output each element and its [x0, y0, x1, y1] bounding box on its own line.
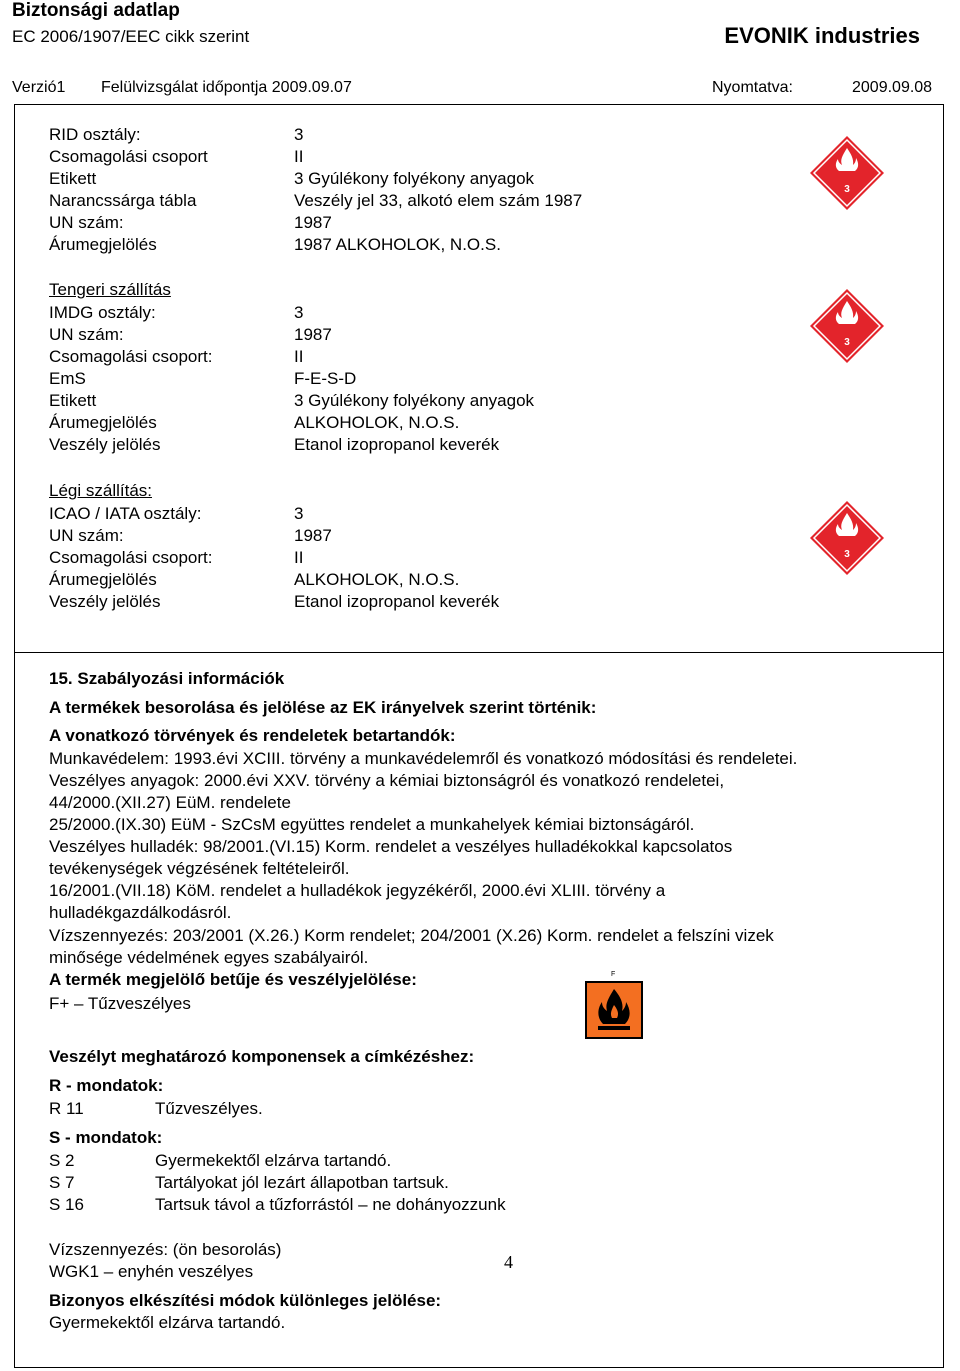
page-number: 4 [504, 1252, 513, 1272]
regulation-line: Veszélyes anyagok: 2000.évi XXV. törvény a kémiai biztonságról és vonatkozó rendeletei, [49, 771, 725, 790]
r-phrase-row: R 11 Tűzveszélyes. [49, 1099, 263, 1118]
s-phrase-row: S 2 Gyermekektől elzárva tartandó. [49, 1151, 392, 1170]
regulation-line: 16/2001.(VII.18) KöM. rendelet a hulladékok jegyzékéről, 2000.évi XLIII. törvény a [49, 881, 666, 900]
sea-row: EmS F-E-S-D [49, 369, 357, 388]
flammable-liquid-placard-icon [809, 135, 885, 211]
regulation-line: 25/2000.(IX.30) EüM - SzCsM együttes rendelet a munkahelyek kémiai biztonságáról. [49, 815, 695, 834]
air-row: UN szám: 1987 [49, 526, 332, 545]
regulation-reference: EC 2006/1907/EEC cikk szerint [12, 27, 250, 46]
sea-heading: Tengeri szállítás [49, 280, 171, 299]
air-row: ICAO / IATA osztály: 3 [49, 504, 304, 523]
sea-row: Veszély jelölés Etanol izopropanol keverék [49, 435, 500, 454]
regulation-line: hulladékgazdálkodásról. [49, 903, 232, 922]
svg-text:3: 3 [844, 184, 850, 195]
regulations-heading: A vonatkozó törvények és rendeletek betartandók: [49, 726, 456, 745]
rid-row: Csomagolási csoport II [49, 147, 304, 166]
marking-value: F+ – Tűzveszélyes [49, 994, 191, 1013]
flammable-symbol-icon: F [585, 971, 645, 1039]
marking-heading: A termék megjelölő betűje és veszélyjelölése: [49, 970, 417, 989]
air-heading: Légi szállítás: [49, 481, 152, 500]
air-row: Veszély jelölés Etanol izopropanol keverék [49, 592, 500, 611]
svg-text:3: 3 [844, 549, 850, 560]
rid-row: Narancssárga tábla Veszély jel 33, alkotó elem szám 1987 [49, 191, 583, 210]
flammable-liquid-placard-icon [809, 500, 885, 576]
rid-row: RID osztály: 3 [49, 125, 304, 144]
regulation-line: 44/2000.(XII.27) EüM. rendelete [49, 793, 291, 812]
s-phrase-row: S 7 Tartályokat jól lezárt állapotban tartsuk. [49, 1173, 449, 1192]
rid-row: UN szám: 1987 [49, 213, 332, 232]
sea-row: IMDG osztály: 3 [49, 303, 304, 322]
air-row: Csomagolási csoport: II [49, 548, 304, 567]
s-phrases-heading: S - mondatok: [49, 1128, 163, 1147]
water-hazard-line: Vízszennyezés: (ön besorolás) [49, 1240, 282, 1259]
sea-row: UN szám: 1987 [49, 325, 332, 344]
regulation-line: Veszélyes hulladék: 98/2001.(VI.15) Korm. rendelet a veszélyes hulladékokkal kapcsolatos [49, 837, 733, 856]
rid-row: Árumegjelölés 1987 ALKOHOLOK, N.O.S. [49, 235, 501, 254]
revision-date: Felülvizsgálat időpontja 2009.09.07 [101, 79, 352, 96]
print-label: Nyomtatva: [712, 79, 793, 96]
section-15-title: 15. Szabályozási információk [49, 669, 285, 688]
sea-row: Árumegjelölés ALKOHOLOK, N.O.S. [49, 413, 460, 432]
flammable-liquid-placard-icon [809, 288, 885, 364]
regulation-line: tevékenységek végzésének feltételeiről. [49, 859, 350, 878]
content-frame [14, 104, 944, 1368]
r-phrases-heading: R - mondatok: [49, 1076, 164, 1095]
water-hazard-class: WGK1 – enyhén veszélyes [49, 1262, 254, 1281]
document-header [12, 0, 948, 104]
components-heading: Veszélyt meghatározó komponensek a címkézéshez: [49, 1047, 475, 1066]
s-phrase-row: S 16 Tartsuk távol a tűzforrástól – ne dohányozzunk [49, 1195, 506, 1214]
company-logo-text: EVONIK industries [724, 23, 920, 48]
document-title: Biztonsági adatlap [12, 0, 180, 21]
regulation-line: Vízszennyezés: 203/2001 (X.26.) Korm rendelet; 204/2001 (X.26) Korm. rendelet a felszíni vizek [49, 926, 774, 945]
regulation-line: minősége védelmének egyes szabályairól. [49, 948, 369, 967]
sea-row: Csomagolási csoport: II [49, 347, 304, 366]
classification-heading: A termékek besorolása és jelölése az EK irányelvek szerint történik: [49, 698, 597, 717]
special-marking-heading: Bizonyos elkészítési módok különleges jelölése: [49, 1291, 442, 1310]
special-marking-value: Gyermekektől elzárva tartandó. [49, 1313, 286, 1332]
print-date: 2009.09.08 [852, 79, 933, 96]
version: Verzió1 [12, 79, 66, 96]
section-divider [15, 652, 943, 653]
svg-text:3: 3 [844, 337, 850, 348]
sea-row: Etikett 3 Gyúlékony folyékony anyagok [49, 391, 535, 410]
regulation-line: Munkavédelem: 1993.évi XCIII. törvény a munkavédelemről és vonatkozó módosítási és rendeletei. [49, 749, 798, 768]
rid-row: Etikett 3 Gyúlékony folyékony anyagok [49, 169, 535, 188]
air-row: Árumegjelölés ALKOHOLOK, N.O.S. [49, 570, 460, 589]
